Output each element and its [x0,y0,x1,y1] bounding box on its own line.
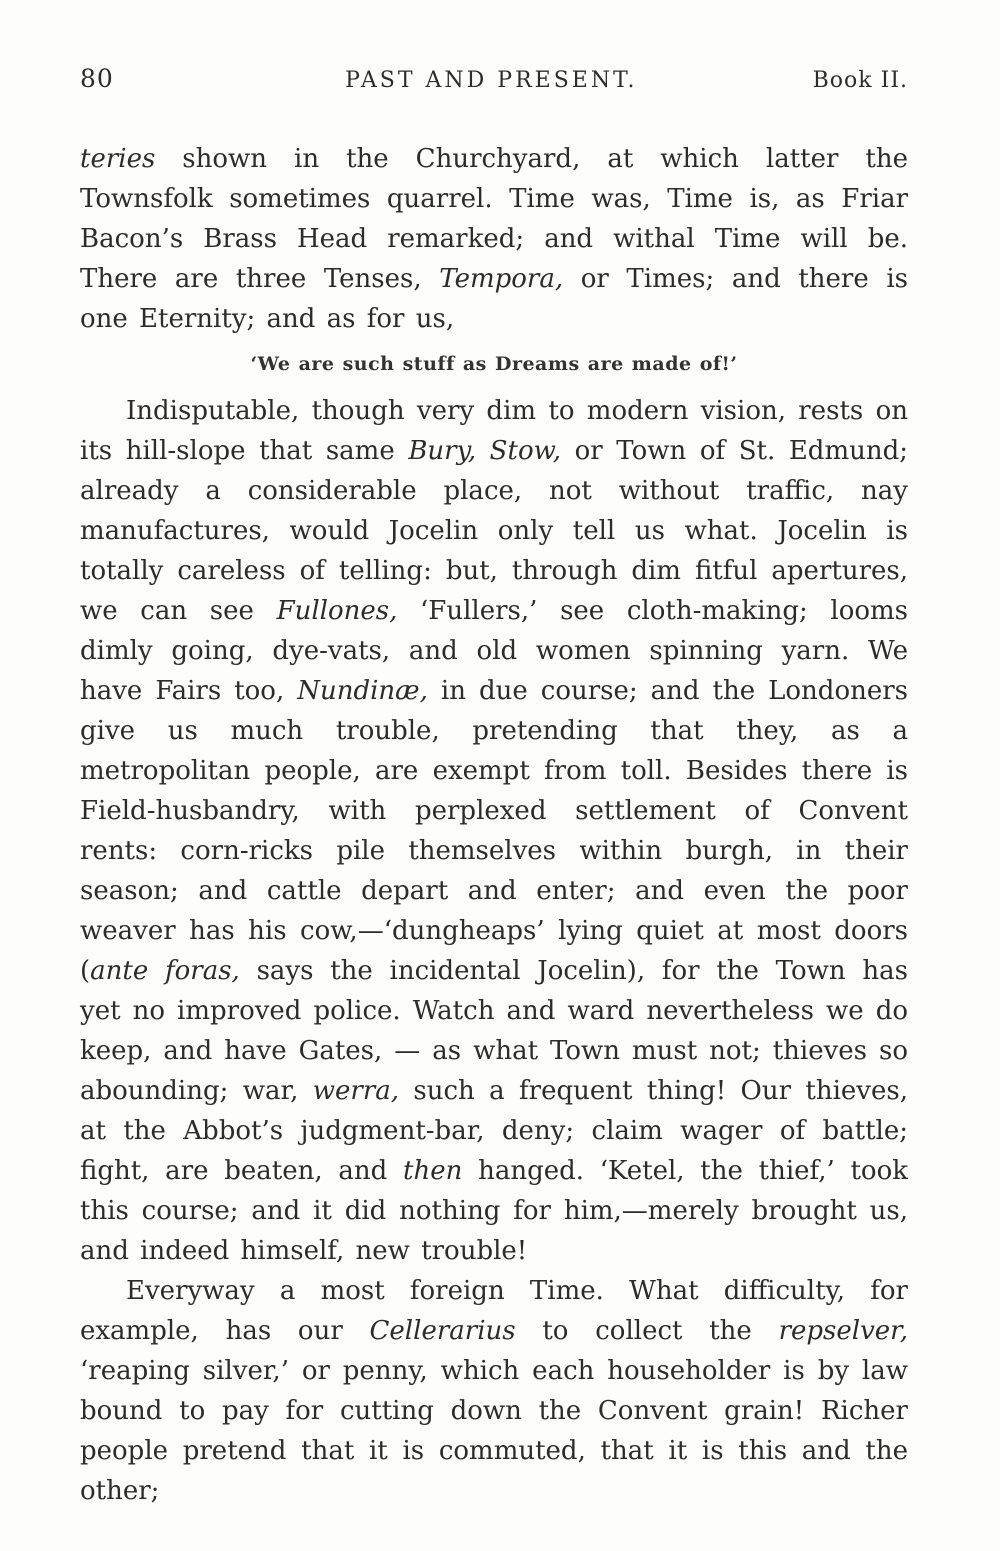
italic-text-run: Fullones, [276,596,398,626]
text-run: shown in the Churchyard, at which latter the Townsfolk sometimes quarrel. Time was, Time is, as Friar Bacon’s Brass Head remarked; and withal Time will be. There are three Tenses, [80,144,908,294]
page-body [80,139,908,1511]
quote-line [80,351,908,377]
text-run: Everyway a most foreign Time. What difficulty, for example, has our [80,1276,908,1346]
text-run: Indisputable, though very dim to modern vision, rests on its hill-slope that same [80,396,908,466]
italic-text-run: Nundinæ, [297,676,428,706]
paragraph [80,1271,908,1511]
italic-text-run: Tempora, [439,264,564,294]
text-run: such a frequent thing! Our thieves, at the Abbot’s judgment-bar, deny; claim wager of battle; fight, are beaten, and [80,1076,908,1186]
text-run: to collect the [515,1316,779,1346]
italic-text-run: teries [80,144,156,174]
book-label: Book II. [812,68,908,93]
italic-text-run: werra, [312,1076,400,1106]
text-run: says the incidental Jocelin), for the Town has yet no improved police. Watch and ward nevertheless we do keep, and have Gates, — as what Town must not; thieves so abounding; war, [80,956,908,1106]
italic-text-run: repselver, [778,1316,908,1346]
text-run: ‘We are such stuff as Dreams are made of!’ [250,353,738,375]
running-title: PAST AND PRESENT. [345,68,638,93]
text-run: or Times; and there is one Eternity; and as for us, [80,264,908,334]
page-number: 80 [80,64,114,93]
paragraph [80,139,908,339]
italic-text-run: then [403,1156,463,1186]
italic-text-run: ante foras, [90,956,240,986]
page-header [80,64,908,93]
italic-text-run: Bury, Stow, [408,436,562,466]
italic-text-run: Cellerarius [369,1316,516,1346]
paragraph [80,391,908,1271]
text-run: ‘Fullers,’ see cloth-making; looms dimly going, dye-vats, and old women spinning yarn. We have Fairs too, [80,596,909,706]
text-run: ‘reaping silver,’ or penny, which each householder is by law bound to pay for cutting down the Convent grain! Richer people pretend that it is commuted, that it is this and the other; [80,1356,908,1506]
text-run: hanged. ‘Ketel, the thief,’ took this course; and it did nothing for him,—merely brought us, and indeed himself, new trouble! [80,1156,908,1266]
text-run: or Town of St. Edmund; already a considerable place, not without traffic, nay manufactures, would Jocelin only tell us what. Jocelin is totally careless of telling: but, through dim fitful apertures, we can see [80,436,908,626]
text-run: in due course; and the Londoners give us much trouble, pretending that they, as a metropolitan people, are exempt from toll. Besides there is Field-husbandry, with perplexed settlement of Convent rents: corn-ricks pile themselves within burgh, in their season; and cattle depart and enter; and even the poor weaver has his cow,—‘dungheaps’ lying quiet at most doors ( [80,676,908,986]
